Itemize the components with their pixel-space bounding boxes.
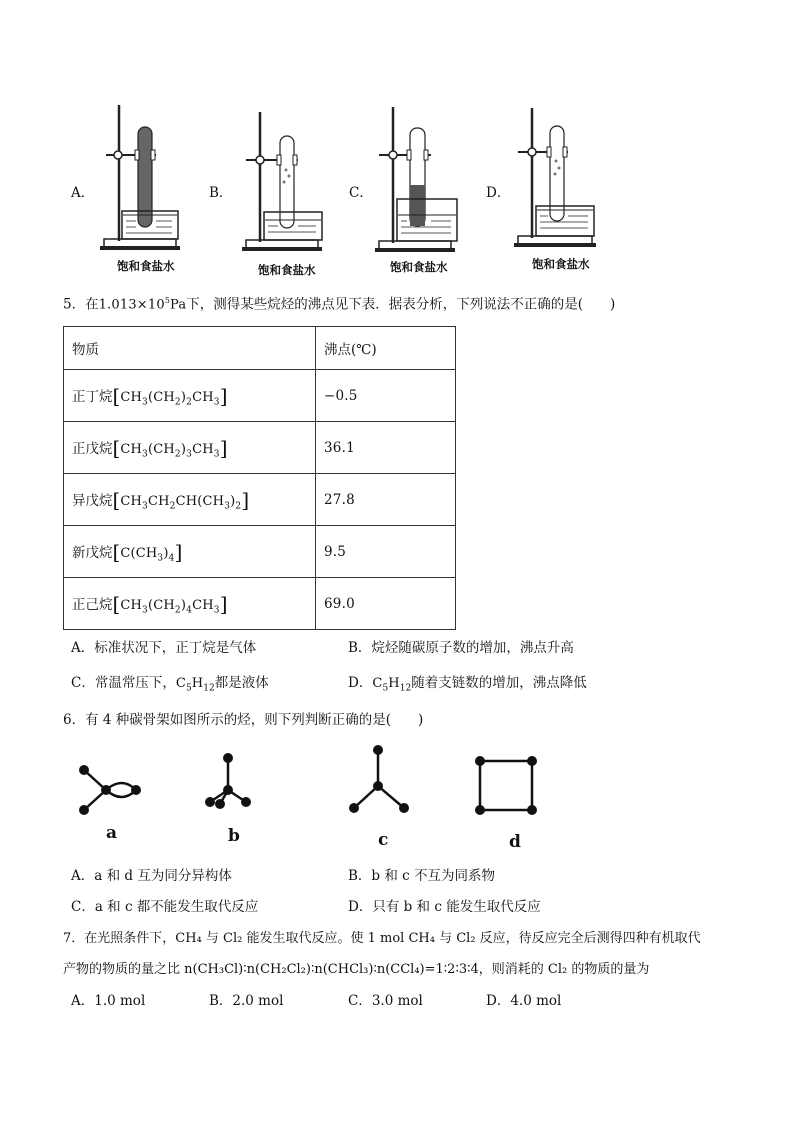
q6-option-d[interactable]: D．只有 b 和 c 能发生取代反应 xyxy=(348,899,541,915)
q6-stem: 6．有 4 种碳骨架如图所示的烃，则下列判断正确的是( ) xyxy=(63,712,424,728)
apparatus-caption: 饱和食盐水 xyxy=(117,259,175,273)
option-letter: B． xyxy=(209,185,233,201)
q7-stem-line1: 7．在光照条件下，CH₄ 与 Cl₂ 能发生取代反应。使 1 mol CH₄ 与 Cl₂ 反应，待反应完全后测得四种有机取代 xyxy=(63,931,701,946)
substance-name: 新戊烷 xyxy=(72,544,113,561)
boiling-point-table xyxy=(63,326,456,630)
q7-option-a[interactable]: A．1.0 mol xyxy=(71,993,146,1009)
option-letter: C． xyxy=(349,185,373,201)
skeleton-c-icon xyxy=(349,745,409,813)
apparatus-caption: 饱和食盐水 xyxy=(258,263,316,277)
q5-option-d[interactable]: D．$C_5H_{12}$随着支链数的增加，沸点降低 xyxy=(348,675,587,694)
substance-name: 正丁烷 xyxy=(72,388,113,405)
boiling-point-value: 36.1 xyxy=(316,422,456,474)
boiling-point-value: 27.8 xyxy=(316,474,456,526)
q5-option-a[interactable]: A．标准状况下，正丁烷是气体 xyxy=(71,640,257,656)
carbon-skeleton-figure xyxy=(70,740,560,820)
table-row: 正己烷$[CH_3(CH_2)_4CH_3]$ 69.0 xyxy=(64,578,456,630)
boiling-point-value: −0.5 xyxy=(316,370,456,422)
skeleton-label-a: a xyxy=(106,823,118,843)
substance-name: 正己烷 xyxy=(72,596,113,613)
skeleton-b-icon xyxy=(205,753,251,809)
boiling-point-value: 69.0 xyxy=(316,578,456,630)
q7-option-d[interactable]: D．4.0 mol xyxy=(486,993,562,1009)
apparatus-b-icon xyxy=(238,110,330,255)
apparatus-a-icon xyxy=(98,103,188,253)
q7-option-b[interactable]: B．2.0 mol xyxy=(209,993,284,1009)
header-substance: 物质 xyxy=(64,327,316,370)
q5-option-c[interactable]: C．常温常压下，$C_5H_{12}$都是液体 xyxy=(71,675,269,694)
skeleton-label-b: b xyxy=(228,826,240,846)
q5-stem: 5．在$1.013\times 10^5Pa$下，测得某些烷烃的沸点见下表．据表分析，下列说法不正确的是( ) xyxy=(63,296,616,313)
table-header-row xyxy=(64,327,456,370)
q5-option-b[interactable]: B．烷烃随碳原子数的增加，沸点升高 xyxy=(348,640,574,656)
table-row: 正丁烷$[CH_3(CH_2)_2CH_3]$ −0.5 xyxy=(64,370,456,422)
structural-formula: $CH_3(CH_2)_3CH_3$ xyxy=(120,441,220,460)
q7-option-c[interactable]: C．3.0 mol xyxy=(348,993,423,1009)
apparatus-caption: 饱和食盐水 xyxy=(532,257,590,271)
option-letter: D． xyxy=(486,185,511,201)
q6-option-c[interactable]: C．a 和 c 都不能发生取代反应 xyxy=(71,899,259,915)
substance-name: 正戊烷 xyxy=(72,440,113,457)
apparatus-caption: 饱和食盐水 xyxy=(390,260,448,274)
apparatus-c-icon xyxy=(373,103,465,255)
table-row: 异戊烷$[CH_3CH_2CH(CH_3)_2]$ 27.8 xyxy=(64,474,456,526)
skeleton-label-d: d xyxy=(509,832,521,852)
structural-formula: $CH_3(CH_2)_2CH_3$ xyxy=(120,389,220,408)
substance-name: 异戊烷 xyxy=(72,492,113,509)
structural-formula: $CH_3CH_2CH(CH_3)_2$ xyxy=(120,493,242,512)
q6-option-b[interactable]: B．b 和 c 不互为同系物 xyxy=(348,868,495,884)
skeleton-d-icon xyxy=(475,756,537,815)
skeleton-a-icon xyxy=(79,765,141,815)
q6-option-a[interactable]: A．a 和 d 互为同分异构体 xyxy=(71,868,232,884)
boiling-point-value: 9.5 xyxy=(316,526,456,578)
header-boiling-point: 沸点(℃) xyxy=(316,327,456,370)
option-letter: A． xyxy=(71,185,95,201)
apparatus-d-icon xyxy=(512,106,604,251)
structural-formula: $CH_3(CH_2)_4CH_3$ xyxy=(120,597,220,616)
table-row: 正戊烷$[CH_3(CH_2)_3CH_3]$ 36.1 xyxy=(64,422,456,474)
table-row: 新戊烷$[C(CH_3)_4]$ 9.5 xyxy=(64,526,456,578)
structural-formula: $C(CH_3)_4$ xyxy=(120,545,175,564)
q7-stem-line2: 产物的物质的量之比 n(CH₃Cl)∶n(CH₂Cl₂)∶n(CHCl₃)∶n(CCl₄)=1∶2∶3∶4，则消耗的 Cl₂ 的物质的量为 xyxy=(63,962,650,977)
skeleton-label-c: c xyxy=(378,830,389,850)
